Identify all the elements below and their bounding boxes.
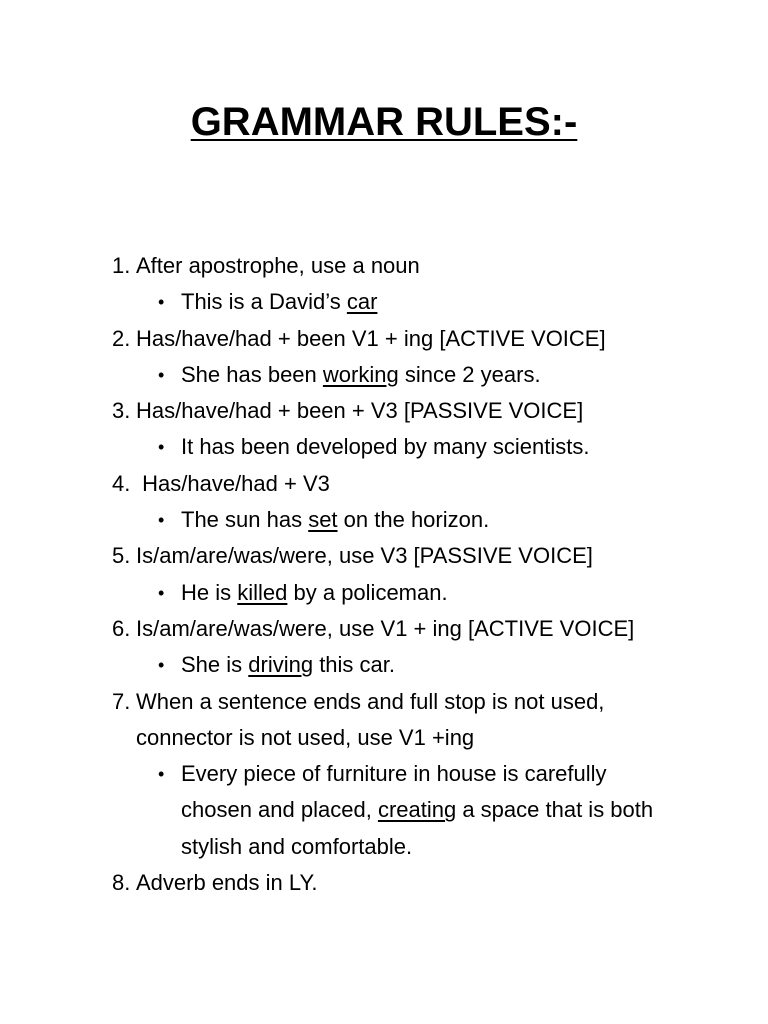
bullet-icon: • <box>158 510 165 531</box>
rule-number: 4. <box>112 470 131 496</box>
example-underlined-word: set <box>308 507 338 533</box>
rule-number: 8. <box>112 870 131 896</box>
bullet-icon: • <box>158 292 165 313</box>
rule-item <box>108 248 708 284</box>
rule-item <box>108 684 646 757</box>
rule-text: Has/have/had + been V1 + ing [ACTIVE VOICE] <box>136 325 606 351</box>
rule-text: Has/have/had + been + V3 [PASSIVE VOICE] <box>136 398 584 424</box>
example-text: She has been <box>181 361 323 387</box>
rule-number: 6. <box>112 615 131 641</box>
bullet-icon: • <box>158 764 165 785</box>
rule-text: Has/have/had + V3 <box>136 470 330 496</box>
rule-text: Adverb ends in LY. <box>136 870 318 896</box>
bullet-icon: • <box>158 437 165 458</box>
rule-item <box>108 466 708 502</box>
rule-number: 7. <box>112 688 131 714</box>
rule-example <box>108 357 708 393</box>
rule-text: When a sentence ends and full stop is not used, connector is not used, use V1 +ing <box>136 688 605 750</box>
rule-example <box>108 575 708 611</box>
rules-list <box>108 248 708 901</box>
bullet-icon: • <box>158 655 165 676</box>
example-text: Every piece of furniture in house is carefully chosen and placed, <box>181 761 607 823</box>
bullet-icon: • <box>158 364 165 385</box>
rule-item <box>108 865 708 901</box>
rule-text: Is/am/are/was/were, use V1 + ing [ACTIVE VOICE] <box>136 615 635 641</box>
rule-example <box>108 284 708 320</box>
example-text-after: by a policeman. <box>287 579 448 605</box>
rule-number: 2. <box>112 325 131 351</box>
example-text: This is a David’s <box>181 289 347 315</box>
example-text-after: a space that is both stylish and comfortable. <box>181 797 654 859</box>
example-text: It has been developed by many scientists. <box>181 434 590 460</box>
rule-example <box>108 502 708 538</box>
rule-item <box>108 321 708 357</box>
rule-item <box>108 538 708 574</box>
example-underlined-word: killed <box>237 579 288 605</box>
rule-text: Is/am/are/was/were, use V3 [PASSIVE VOICE] <box>136 543 593 569</box>
rule-number: 1. <box>112 253 131 278</box>
example-underlined-word: creating <box>377 797 457 823</box>
rule-item <box>108 393 708 429</box>
example-text-after: since 2 years. <box>398 361 541 387</box>
example-text: She is <box>181 652 249 678</box>
rule-number: 5. <box>112 543 131 569</box>
example-text-after: this car. <box>313 652 395 678</box>
rule-example <box>108 647 708 683</box>
example-underlined-word: car <box>346 289 378 315</box>
rule-example <box>108 756 681 865</box>
example-text-after: on the horizon. <box>337 507 490 533</box>
example-text: He is <box>181 579 238 605</box>
rule-text: After apostrophe, use a noun <box>136 253 420 278</box>
example-underlined-word: driving <box>248 652 314 678</box>
example-text: The sun has <box>181 507 309 533</box>
bullet-icon: • <box>158 582 165 603</box>
rule-example <box>108 429 708 465</box>
rule-item <box>108 611 708 647</box>
rule-number: 3. <box>112 398 131 424</box>
page-title: GRAMMAR RULES:- <box>190 100 578 144</box>
example-underlined-word: working <box>322 361 399 387</box>
